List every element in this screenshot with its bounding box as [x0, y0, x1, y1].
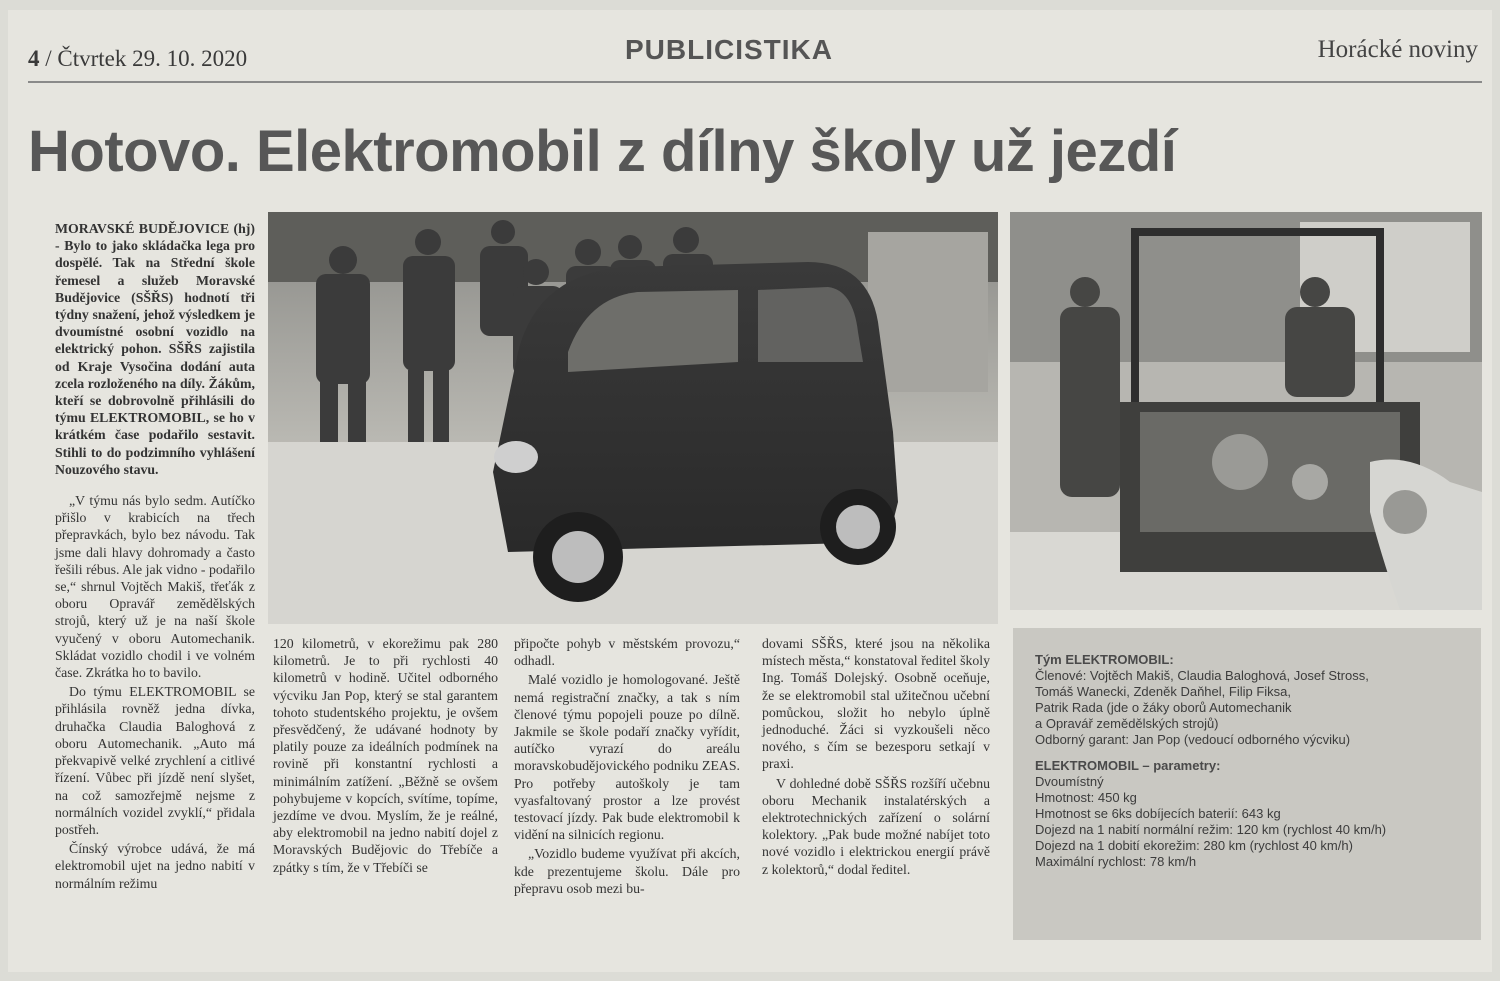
article-paragraph: 120 kilometrů, v ekorežimu pak 280 kilometrů. Je to při rychlosti 40 kilometrů v hodině. Učitel odborného výcviku Jan Pop, který se stal garantem tohoto studentského projektu, je ovšem přesvědčený, že udávané hodnoty by platily pouze za ideálních podmínek na rovině při konstantní rychlosti a minimálním zatížení. „Běžně se ovšem pohybujeme v kopcích, svítíme, topíme, jezdíme ve dvou. Myslím, že je reálné, aby elektromobil na jedno nabití dojel z Moravských Budějovic do Třebíče a zpátky s tím, že v Třebíči se [273, 636, 498, 875]
team-with-car-photo [268, 212, 998, 624]
parameter-line: Dvoumístný [1035, 774, 1104, 789]
article-column-3 [514, 635, 740, 897]
page-date-header [28, 46, 247, 72]
newspaper-name: Horácké noviny [1317, 36, 1478, 63]
parameter-line: Hmotnost: 450 kg [1035, 790, 1137, 805]
parameter-line: Dojezd na 1 nabití normální režim: 120 km (rychlost 40 km/h) [1035, 822, 1387, 837]
team-line: Patrik Rada (jde o žáky oborů Automechanik [1035, 700, 1292, 715]
article-paragraph: V dohledné době SŠŘS rozšíří učebnu oboru Mechanik instalatérských a elektrotechnických zařízení o solární kolektory. „Pak bude možné nabíjet toto nové vozidlo i elektrickou energií právě z kolektorů,“ dodal ředitel. [762, 775, 990, 877]
team-title: Tým ELEKTROMOBIL: [1035, 652, 1174, 667]
article-headline: Hotovo. Elektromobil z dílny školy už jezdí [28, 119, 1177, 184]
header-divider [28, 81, 1482, 83]
article-paragraph: dovami SŠŘS, které jsou na několika místech města,“ konstatoval ředitel školy Ing. Tomáš Dolejský. Osobně oceňuje, že se elektromobil stal užitečnou učební pomůckou, složit ho nebylo úplně jednoduché. Žáci si vyzkoušeli něco nového, s čím se bezesporu setkají v praxi. [762, 636, 990, 772]
article-paragraph: Malé vozidlo je homologované. Ještě nemá registrační značky, a tak s ním členové týmu popojeli pouze po dílně. Jakmile se škole podaří značky vyřídit, autíčko vyrazí do areálu moravskobudějovického podniku ZEAS. Pro potřeby autoškoly je tam vyasfaltovaný prostor a lze provést testovací jízdy. Pak bude elektromobil k vidění na silnicích regionu. [514, 672, 740, 843]
parameter-line: Maximální rychlost: 78 km/h [1035, 854, 1197, 869]
issue-date: / Čtvrtek 29. 10. 2020 [45, 46, 248, 71]
team-line: Členové: Vojtěch Makiš, Claudia Baloghová, Josef Stross, [1035, 668, 1369, 683]
article-column-1 [55, 220, 255, 892]
parameters-title: ELEKTROMOBIL – parametry: [1035, 758, 1221, 773]
section-title: PUBLICISTIKA [625, 34, 833, 65]
article-paragraph: „Vozidlo budeme využívat při akcích, kde prezentujeme školu. Dále pro přepravu osob mezi bu- [514, 846, 740, 896]
team-info-box [1013, 628, 1481, 940]
article-column-4 [762, 635, 990, 878]
team-line: Tomáš Wanecki, Zdeněk Daňhel, Filip Fiksa, [1035, 684, 1292, 699]
team-line: a Opravář zemědělských strojů) [1035, 716, 1219, 731]
assembly-photo [1010, 212, 1482, 610]
parameter-line: Hmotnost se 6ks dobíjecích baterií: 643 kg [1035, 806, 1281, 821]
article-lead: MORAVSKÉ BUDĚJOVICE (hj) - Bylo to jako skládačka lega pro dospělé. Tak na Střední škole řemesel a služeb Moravské Budějovice (SŠŘS) hodnotí tři týdny snažení, jehož výsledkem je dvoumístné osobní vozidlo na elektrický pohon. SŠŘS zajistila od Kraje Vysočina dodání auta zcela rozloženého na díly. Žákům, kteří se dobrovolně přihlásili do týmu ELEKTROMOBIL, se ho v krátkém čase podařilo sestavit. Stihli to do podzimního vyhlášení Nouzového stavu. [55, 221, 255, 477]
page-number: 4 [28, 46, 40, 71]
article-paragraph: připočte pohyb v městském provozu,“ odhadl. [514, 636, 740, 669]
team-line: Odborný garant: Jan Pop (vedoucí odborného výcviku) [1035, 732, 1351, 747]
article-column-2 [273, 635, 498, 876]
article-paragraph: Čínský výrobce udává, že má elektromobil ujet na jedno nabití v normálním režimu [55, 841, 255, 891]
article-paragraph: „V týmu nás bylo sedm. Autíčko přišlo v krabicích na třech přepravkách, bylo bez návodu. Tak jsme dali hlavy dohromady a často řešili rébus. Ale jak vidno - podařilo se,“ shrnul Vojtěch Makiš, třeťák z oboru Opravář zemědělských strojů, který už je na naší škole vyučený v oboru Automechanik. Skládat vozidlo chodil i ve volném čase. Zkrátka ho to bavilo. [55, 493, 255, 681]
article-paragraph: Do týmu ELEKTROMOBIL se přihlásila rovněž jedna dívka, druhačka Claudia Baloghová z oboru Automechanik. „Auto má překvapivě velké zrychlení a citlivé řízení. Vůbec při jízdě není slyšet, na což samozřejmě nejsme z normálních vozidel zvyklí,“ přidala postřeh. [55, 684, 255, 837]
parameter-line: Dojezd na 1 dobití ekorežim: 280 km (rychlost 40 km/h) [1035, 838, 1353, 853]
